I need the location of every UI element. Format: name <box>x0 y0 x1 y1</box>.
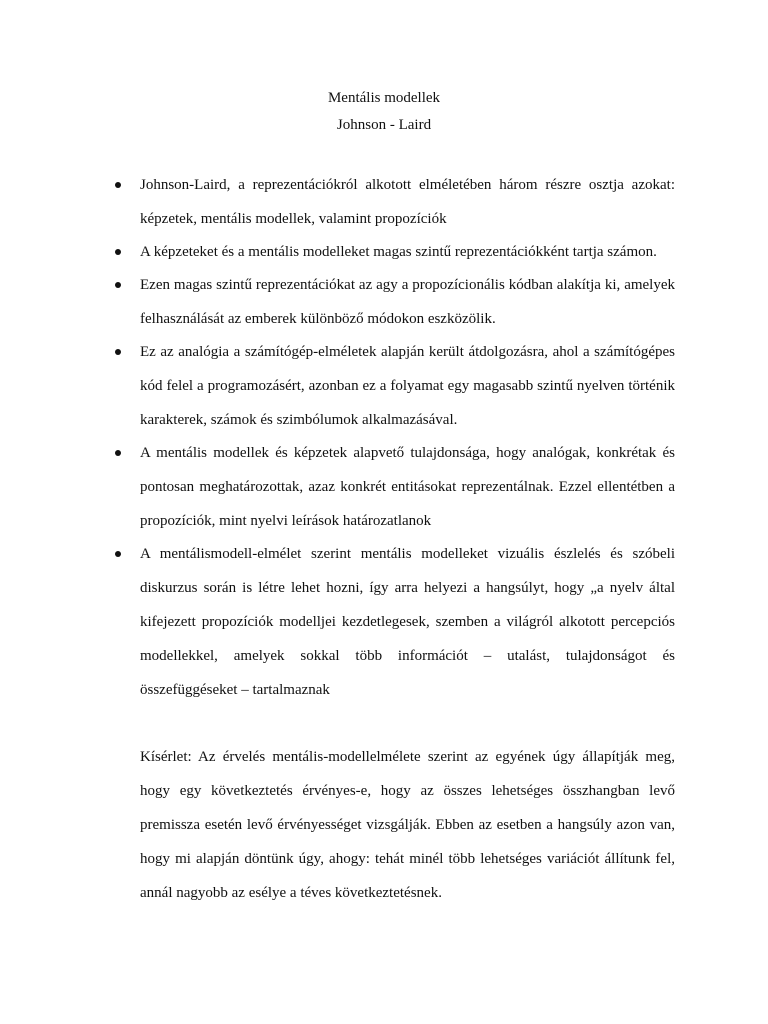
bullet-item <box>115 436 675 538</box>
bullet-dot-icon <box>115 349 121 355</box>
bullet-item <box>115 537 675 707</box>
bullet-dot-icon <box>115 182 121 188</box>
bullet-text: A képzeteket és a mentális modelleket magas szintű reprezentációkként tartja számon. <box>140 244 657 260</box>
bullet-item <box>115 235 675 269</box>
document-title: Mentális modellek <box>327 90 441 106</box>
bullet-item <box>115 168 675 236</box>
bullet-text: Ez az analógia a számítógép-elméletek alapján került átdolgozásra, ahol a számítógépes kód felel a programozásért, azonban ez a folyamat egy magasabb szintű nyelven történik karakterek, számok és szimbólumok alkalmazásával. <box>140 344 675 428</box>
experiment-paragraph: Kísérlet: Az érvelés mentális-modellelmélete szerint az egyének úgy állapítják meg, hogy egy következtetés érvényes-e, hogy az összes lehetséges összhangban levő premissza esetén levő érvényességet vizsgálják. Ebben az esetben a hangsúly azon van, hogy mi alapján döntünk úgy, ahogy: tehát minél több lehetséges variációt állítunk fel, annál nagyobb az esélye a téves következtetésnek. <box>140 749 675 901</box>
bullet-text: A mentális modellek és képzetek alapvető tulajdonsága, hogy analógak, konkrétak és pontosan meghatározottak, azaz konkrét entitásokat reprezentálnak. Ezzel ellentétben a propozíciók, mint nyelvi leírások határozatlanok <box>140 445 675 529</box>
bullet-dot-icon <box>115 450 121 456</box>
document-subtitle: Johnson - Laird <box>336 117 432 133</box>
bullet-dot-icon <box>115 282 121 288</box>
bullet-item <box>115 268 675 336</box>
bullet-text: A mentálismodell-elmélet szerint mentális modelleket vizuális észlelés és szóbeli diskurzus során is létre lehet hozni, így arra helyezi a hangsúlyt, hogy „a nyelv által kifejezett propozíciók modelljei kezdetlegesek, szemben a világról alkotott percepciós modellekkel, amelyek sokkal több információt – utalást, tulajdonságot és összefüggéseket – tartalmaznak <box>140 546 675 698</box>
bullet-dot-icon <box>115 551 121 557</box>
bullet-text: Ezen magas szintű reprezentációkat az agy a propozícionális kódban alakítja ki, amelyek felhasználását az emberek különböző módokon eszközölik. <box>140 277 675 327</box>
bullet-list <box>115 168 675 706</box>
bullet-item <box>115 335 675 437</box>
bullet-dot-icon <box>115 249 121 255</box>
bullet-text: Johnson-Laird, a reprezentációkról alkotott elméletében három részre osztja azokat: képzetek, mentális modellek, valamint propozíciók <box>140 177 675 227</box>
